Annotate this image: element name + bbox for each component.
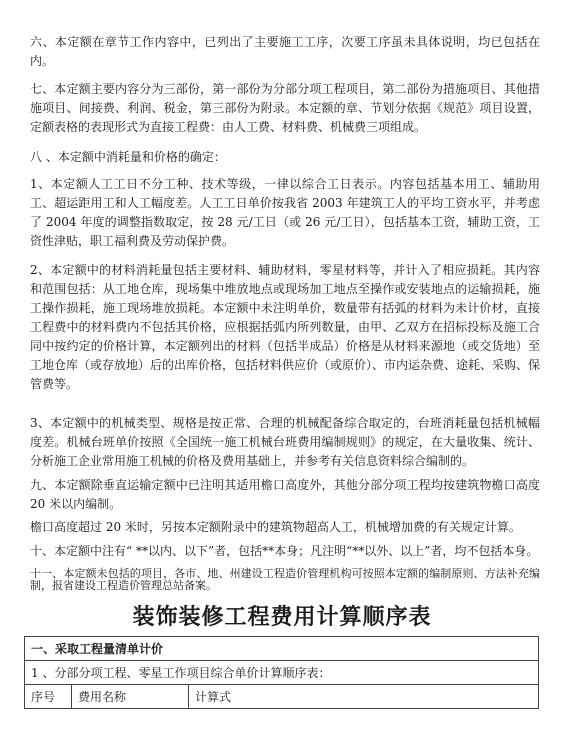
header-cell-formula: 计算式 [189,685,539,709]
table-header-row [25,685,539,709]
table-title: 装饰装修工程费用计算顺序表 [132,605,432,630]
paragraph-8-heading: 八 、本定额中消耗量和价格的确定： [30,150,226,164]
paragraph-10: 十、本定额中注有“ **以内、以下”者，包括**本身；凡注明“**以外、以上”者，均不包括本身。 [30,544,539,558]
paragraph-machinery: 3、本定额中的机械类型、规格是按正常、合理的机械配备综合取定的，台班消耗量包括机械幅度差。机械台班单价按照《全国统一施工机械台班费用编制规则》的规定，在大量收集、统计、分析施工企业常用施工机械的价格及费用基础上，并参考有关信息资料综合编制的。 [30,416,540,468]
header-cell-number: 序号 [25,685,72,709]
paragraph-7: 七、本定额主要内容分为三部份，第一部份为分部分项工程项目，第二部份为措施项目、其他措施项目、间接费、利润、税金，第三部份为附录。本定额的章、节划分依据《规范》项目设置，定额表格的表现形式为直接工程费：由人工费、材料费、机械费三项组成。 [30,82,540,134]
paragraph-materials: 2、本定额中的材料消耗量包括主要材料、辅助材料，零星材料等，并计入了相应损耗。其内容和范围包括：从工地仓库，现场集中堆放地点或现场加工地点至操作或安装地点的运输损耗，施工操作损耗，施工现场堆放损耗。本定额中未注明单价，数量带有括弧的材料为未计价材，直接工程费中的材料费内不包括其价格，应根据括弧内所列数量，由甲、乙双方在招标投标及施工合同中按约定的价格计算，本定额列出的材料（包括半成品）价格是从材料来源地（或交货地）至工地仓库（或存放地）后的出库价格，包括材料供应价（或原价）、市内运杂费、途耗、采购、保管费等。 [30,263,541,391]
cost-calculation-table [24,636,539,709]
table-subheading-row [25,661,539,685]
table-section-row [25,637,539,661]
paragraph-9: 九、本定额除垂直运输定额中已注明其适用檐口高度外，其他分部分项工程均按建筑物檐口高度 20 米以内编制。 [30,478,540,511]
paragraph-11: 十一、本定额未包括的项目，各市、地、州建设工程造价管理机构可按照本定额的编制原则、方法补充编制，报省建设工程造价管理总站备案。 [30,567,540,592]
section-heading-cell: 一、采取工程量清单计价 [25,637,539,661]
subheading-cell: 1 、分部分项工程、零星工作项目综合单价计算顺序表： [25,661,539,685]
paragraph-eave-height: 檐口高度超过 20 米时，另按本定额附录中的建筑物超高人工，机械增加费的有关规定计算。 [30,520,521,534]
paragraph-labor: 1、本定额人工工日不分工种、技术等级，一律以综合工日表示。内容包括基本用工、辅助用工、超运距用工和人工幅度差。人工工日单价按我省 2003 年建筑工人的平均工资水平，并考虑了 2004 年度的调整指数取定，按 28 元/工日（或 26 元/工日），包括基本工资，辅助工资，工资性津贴，职工福利费及劳动保护费。 [30,177,540,248]
header-cell-cost-name: 费用名称 [72,685,189,709]
paragraph-6: 六、本定额在章节工作内容中，已列出了主要施工工序，次要工序虽未具体说明，均已包括在内。 [30,35,540,68]
